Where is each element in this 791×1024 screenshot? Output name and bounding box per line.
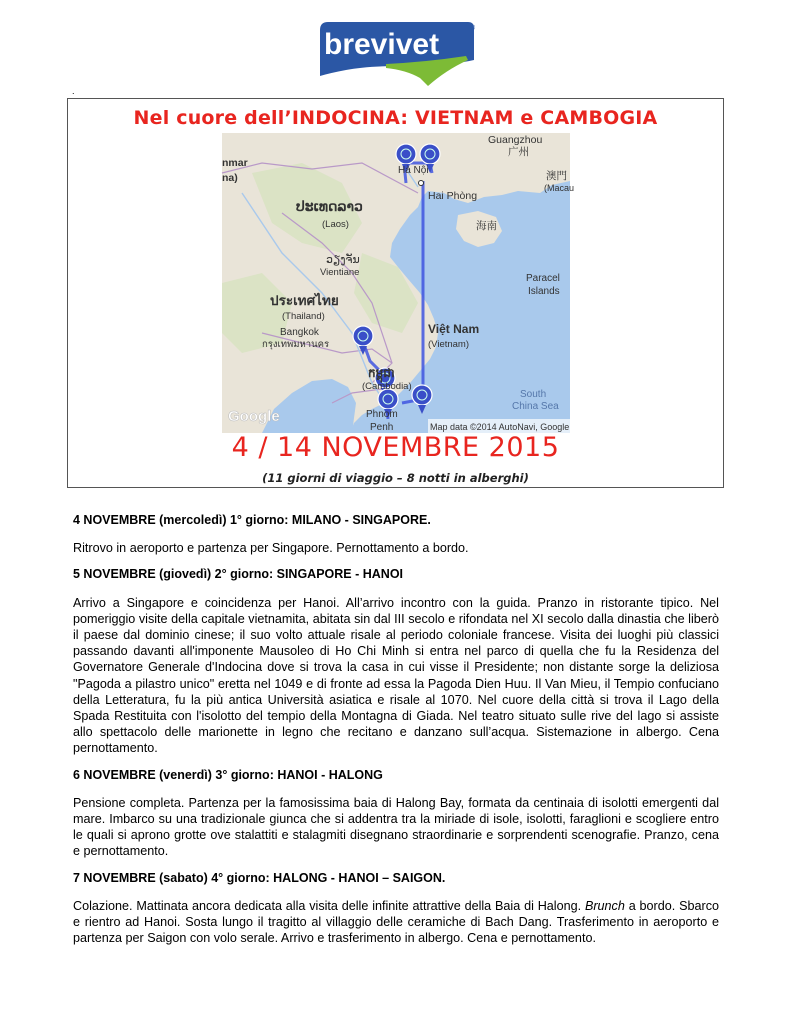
logo-graphic bbox=[316, 20, 482, 88]
label-vientiane: Vientiane bbox=[320, 267, 360, 278]
label-hanoi: Hà Nội bbox=[398, 165, 429, 176]
label-thailand: (Thailand) bbox=[282, 311, 325, 322]
trip-dates: 4 / 14 NOVEMBRE 2015 bbox=[231, 432, 560, 463]
brevivet-logo bbox=[316, 20, 482, 88]
label-islands: Islands bbox=[528, 286, 560, 297]
label-cambodia-native: កម្ពុជា bbox=[368, 366, 395, 380]
hanoi-dot bbox=[419, 181, 424, 186]
google-watermark: Google bbox=[228, 408, 280, 425]
itinerary bbox=[73, 512, 719, 952]
day-1-text: Ritrovo in aeroporto e partenza per Singapore. Pernottamento a bordo. bbox=[73, 541, 469, 556]
label-vietnam: Việt Nam bbox=[428, 322, 480, 336]
marker-saigon bbox=[412, 385, 432, 414]
day-4-heading: 7 NOVEMBRE (sabato) 4° giorno: HALONG - HANOI – SAIGON. bbox=[73, 870, 446, 885]
label-penh: Penh bbox=[370, 422, 394, 433]
label-macau: (Macau bbox=[544, 183, 575, 193]
label-vietnam-en: (Vietnam) bbox=[428, 339, 470, 350]
label-paracel: Paracel bbox=[526, 273, 560, 284]
day-2-text: Arrivo a Singapore e coincidenza per Hanoi. All’arrivo incontro con la guida. Pranzo in ristorante tipico. Nel pomeriggio visite della capitale vietnamita, abitata sin dal III secolo e rifondata nel XI secolo dalla dinastia che liberò il paese dal dominio cinese; il suo volto attuale risale al periodo coloniale francese. Visita dei luoghi più classici passando davanti all'imponente Mausoleo di Ho Chi Minh si entra nel parco di quella che fu la Residenza del Governatore Generale d'Indocina dove si trova la casa in cui visse il Presidente; non distante sorge la deliziosa "Pagoda a pilastro unico" eretta nel 1049 e di fronte ad essa la Pagoda Dien Huu. Il Van Mieu, il Tempio confuciano della Letteratura, fu la più antica Università asiatica e risale al 1070. Nel cuore della città si trova il Lago della Spada Restituita con l'isolotto del tempio della Montagna di Giada. Nel teatro situato sulle rive del lago si assiste allo spettacolo delle marionette in legno che recitano e danzano sull’acqua. Sistemazione in albergo. Cena pernottamento. bbox=[73, 595, 719, 756]
logo-registered: ® bbox=[470, 25, 476, 32]
day-2-heading: 5 NOVEMBRE (giovedì) 2° giorno: SINGAPORE - HANOI bbox=[73, 567, 404, 582]
header-frame bbox=[67, 98, 724, 488]
label-haiphong: Hai Phòng bbox=[428, 190, 478, 202]
label-vientiane-native: ວຽງຈັນ bbox=[326, 254, 360, 266]
label-hainan: 海南 bbox=[476, 220, 497, 232]
trip-subtitle: (11 giorni di viaggio – 8 notti in alberghi) bbox=[262, 471, 529, 485]
day-4-text bbox=[73, 898, 719, 947]
label-macau-cn: 澳門 bbox=[546, 170, 567, 182]
label-laos: (Laos) bbox=[322, 219, 349, 230]
label-china-sea: China Sea bbox=[512, 401, 559, 412]
label-nmar: nmar bbox=[222, 157, 248, 169]
map-graphic bbox=[222, 133, 575, 433]
label-guangzhou: Guangzhou bbox=[488, 134, 543, 146]
page-title: Nel cuore dell’INDOCINA: VIETNAM e CAMBOGIA bbox=[133, 107, 658, 129]
label-south: South bbox=[520, 389, 547, 400]
label-bangkok: Bangkok bbox=[280, 327, 319, 338]
day-1-heading: 4 NOVEMBRE (mercoledì) 1° giorno: MILANO - SINGAPORE. bbox=[73, 513, 431, 527]
day-4-text-brunch: Brunch bbox=[584, 898, 625, 913]
map-attribution: Map data ©2014 AutoNavi, Google bbox=[430, 422, 570, 432]
route-map bbox=[222, 133, 575, 433]
label-laos-native: ປະເທດລາວ bbox=[296, 198, 363, 214]
day-4-text-b: a bordo. Sbarco e rientro ad Hanoi. Sosta lungo il tragitto al villaggio delle ceramiche di Bach Dang. Trasferimento in aeroporto e partenza per Saigon con volo serale. Arrivo e trasferimento in albergo. Cena e pernottamento. bbox=[73, 898, 719, 946]
label-guangzhou-cn: 广州 bbox=[508, 146, 529, 158]
label-bangkok-native: กรุงเทพมหานคร bbox=[262, 339, 330, 350]
label-na: na) bbox=[222, 172, 238, 184]
day-3-text: Pensione completa. Partenza per la famosissima baia di Halong Bay, formata da centinaia di isolotti emergenti dal mare. Imbarco su una tradizionale giunca che si addentra tra la miriade di isole, isolotti, faraglioni e scogliere entro le quali si aprono grotte ove stalattiti e stalagmiti disegnano straordinarie e sorprendenti scenografie. Pranzo, cena e pernottamento. bbox=[73, 795, 719, 859]
stray-dot: . bbox=[72, 86, 75, 96]
label-thailand-native: ประเทศไทย bbox=[270, 293, 339, 308]
day-3-heading: 6 NOVEMBRE (venerdì) 3° giorno: HANOI - HALONG bbox=[73, 767, 383, 782]
label-phnom: Phnom bbox=[366, 409, 398, 420]
logo-text: brevivet bbox=[324, 28, 440, 61]
day-4-text-a: Colazione. Mattinata ancora dedicata alla visita delle infinite attrattive della Baia di Halong. bbox=[73, 898, 585, 913]
label-cambodia: (Cambodia) bbox=[362, 381, 412, 392]
